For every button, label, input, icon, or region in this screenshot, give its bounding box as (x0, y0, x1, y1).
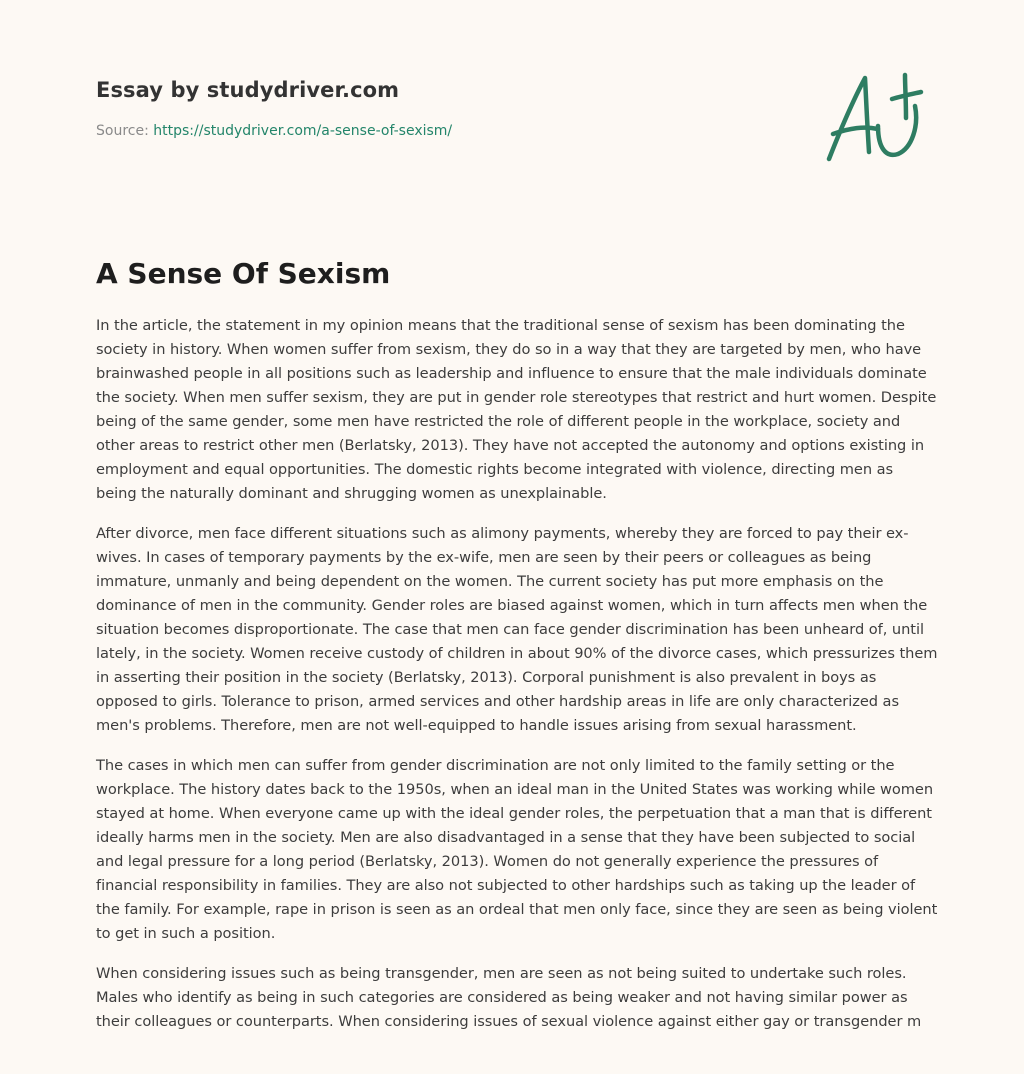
paragraph: After divorce, men face different situations such as alimony payments, whereby they are forced to pay their ex-wives. In cases of temporary payments by the ex-wife, men are seen by their peers or colleagues as being immature, unmanly and being dependent on the women. The current society has put more emphasis on the dominance of men in the community. Gender roles are biased against women, which in turn affects men when the situation becomes disproportionate. The case that men can face gender discrimination has been unheard of, until lately, in the society. Women receive custody of children in about 90% of the divorce cases, which pressurizes them in asserting their position in the society (Berlatsky, 2013). Corporal punishment is also prevalent in boys as opposed to girls. Tolerance to prison, armed services and other hardship areas in life are only characterized as men's problems. Therefore, men are not well-equipped to handle issues arising from sexual harassment. (96, 525, 938, 734)
paragraph: In the article, the statement in my opinion means that the traditional sense of sexism has been dominating the society in history. When women suffer from sexism, they do so in a way that they are targeted by men, who have brainwashed people in all positions such as leadership and influence to ensure that the male individuals dominate the society. When men suffer sexism, they are put in gender role stereotypes that restrict and hurt women. Despite being of the same gender, some men have restricted the role of different people in the workplace, society and other areas to restrict other men (Berlatsky, 2013). They have not accepted the autonomy and options existing in employment and equal opportunities. The domestic rights become integrated with violence, directing men as being the naturally dominant and shrugging women as unexplainable. (96, 317, 937, 502)
essay-header (96, 76, 928, 141)
article-title: A Sense Of Sexism (96, 257, 391, 290)
site-title: Essay by studydriver.com (96, 78, 400, 102)
source-label: Source: (96, 123, 154, 139)
paragraph: When considering issues such as being transgender, men are seen as not being suited to undertake such roles. Males who identify as being in such categories are considered as being weaker and not having similar power as their colleagues or counterparts. When considering issues of sexual violence against either gay or transgender m (96, 965, 922, 1030)
source-line (96, 121, 928, 141)
paragraph: The cases in which men can suffer from gender discrimination are not only limited to the family setting or the workplace. The history dates back to the 1950s, when an ideal man in the United States was working while women stayed at home. When everyone came up with the ideal gender roles, the perpetuation that a man that is different ideally harms men in the society. Men are also disadvantaged in a sense that they have been subjected to social and legal pressure for a long period (Berlatsky, 2013). Women do not generally experience the pressures of financial responsibility in families. They are also not subjected to other hardships such as taking up the leader of the family. For example, rape in prison is seen as an ordeal that men only face, since they are seen as being violent to get in such a position. (96, 757, 938, 942)
source-link[interactable]: https://studydriver.com/a-sense-of-sexism/ (153, 123, 453, 139)
a-plus-grade-icon (820, 66, 930, 166)
article-body (96, 314, 938, 1050)
